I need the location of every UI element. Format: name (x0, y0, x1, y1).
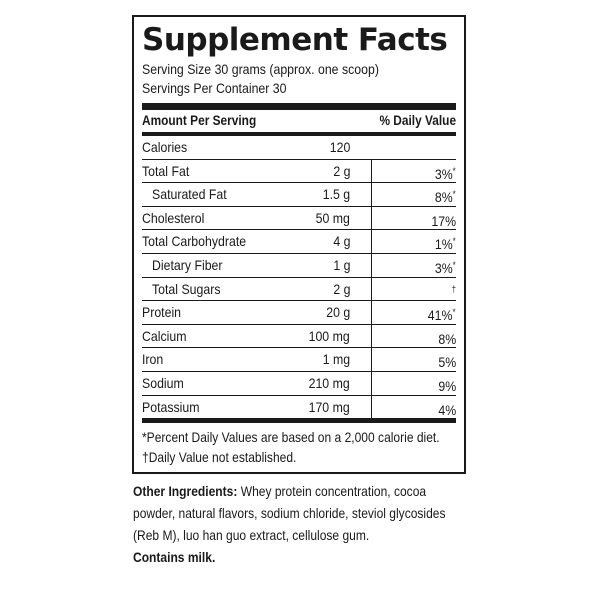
nutrient-name: Calcium (142, 327, 187, 344)
nutrient-row (142, 160, 456, 184)
footnote-not-established: †Daily Value not established. (142, 449, 297, 466)
nutrient-amount: 210 mg (308, 374, 350, 391)
nutrient-row (142, 207, 456, 231)
footnote-mark: * (452, 307, 456, 318)
nutrient-name: Potassium (142, 398, 200, 415)
footnote-mark: * (452, 189, 456, 200)
nutrient-name: Saturated Fat (152, 186, 227, 203)
nutrient-amount: 2 g (332, 162, 350, 179)
nutrient-daily-value (435, 230, 456, 257)
daily-value-percent: 5% (438, 354, 456, 371)
nutrient-amount: 4 g (332, 233, 350, 250)
daily-value-percent: 9% (438, 377, 456, 394)
nutrient-row (142, 348, 456, 372)
ingredients-line (133, 480, 443, 502)
nutrient-name: Calories (142, 139, 188, 155)
nutrient-daily-value (435, 160, 456, 187)
ingredients-line: powder, natural flavors, sodium chloride, steviol glycosides (133, 505, 446, 521)
nutrient-row (142, 183, 456, 207)
nutrient-row (142, 230, 456, 254)
nutrient-daily-value (438, 348, 456, 375)
daily-value-percent: 8% (438, 330, 456, 347)
nutrient-amount: 170 mg (308, 398, 350, 415)
nutrient-daily-value (452, 278, 456, 305)
daily-value-percent: 3% (435, 165, 453, 182)
column-divider (371, 160, 372, 420)
nutrient-amount: 120 (329, 139, 350, 155)
nutrient-daily-value (431, 207, 456, 234)
amount-per-serving-header: Amount Per Serving (142, 113, 257, 128)
panel-title: Supplement Facts (142, 22, 448, 58)
allergen-statement: Contains milk. (133, 549, 216, 565)
nutrient-daily-value (438, 372, 456, 399)
nutrient-row (142, 301, 456, 325)
nutrient-amount: 20 g (326, 304, 350, 321)
nutrient-amount: 1 g (332, 256, 350, 273)
nutrient-row (142, 325, 456, 349)
nutrient-amount: 2 g (332, 280, 350, 297)
ingredients-line: (Reb M), luo han guo extract, cellulose gum. (133, 527, 370, 543)
daily-value-percent: 41% (428, 307, 453, 324)
nutrient-amount: 50 mg (315, 209, 350, 226)
footnote-daily-values: *Percent Daily Values are based on a 2,000 calorie diet. (142, 429, 440, 446)
nutrient-daily-value (435, 254, 456, 281)
footnote-mark: * (452, 236, 456, 247)
nutrient-row (142, 136, 456, 160)
nutrient-name: Sodium (142, 374, 184, 391)
daily-value-header: % Daily Value (379, 113, 456, 128)
nutrient-name: Cholesterol (142, 209, 205, 226)
supplement-facts-panel (132, 15, 466, 474)
column-header (142, 110, 456, 136)
nutrient-daily-value (428, 301, 456, 328)
daily-value-percent: 17% (431, 212, 456, 229)
other-ingredients (133, 480, 493, 568)
nutrient-name: Iron (142, 351, 164, 368)
nutrient-row (142, 254, 456, 278)
bottom-divider (142, 419, 456, 423)
nutrient-name: Total Fat (142, 162, 190, 179)
thick-divider (142, 103, 456, 110)
nutrient-row (142, 396, 456, 420)
nutrient-daily-value (435, 183, 456, 210)
footnote-mark: † (451, 283, 456, 294)
nutrient-amount: 100 mg (308, 327, 350, 344)
nutrient-name: Dietary Fiber (152, 256, 223, 273)
nutrient-amount: 1.5 g (322, 186, 350, 203)
nutrient-name: Total Carbohydrate (142, 233, 247, 250)
nutrient-name: Protein (142, 304, 182, 321)
nutrient-row (142, 278, 456, 302)
nutrient-amount: 1 mg (322, 351, 350, 368)
nutrient-rows (142, 136, 456, 419)
servings-per-container: Servings Per Container 30 (142, 80, 287, 96)
daily-value-percent: 3% (435, 259, 453, 276)
nutrient-daily-value (438, 396, 456, 423)
daily-value-percent: 4% (438, 401, 456, 418)
nutrient-daily-value (438, 325, 456, 352)
ingredients-text: Whey protein concentration, cocoa (237, 483, 427, 499)
nutrient-name: Total Sugars (152, 280, 221, 297)
footnote-mark: * (452, 165, 456, 176)
footnote-mark: * (452, 259, 456, 270)
daily-value-percent: 1% (435, 236, 453, 253)
serving-size: Serving Size 30 grams (approx. one scoop) (142, 61, 379, 77)
other-ingredients-label: Other Ingredients: (133, 483, 238, 499)
nutrient-row (142, 372, 456, 396)
daily-value-percent: 8% (435, 189, 453, 206)
